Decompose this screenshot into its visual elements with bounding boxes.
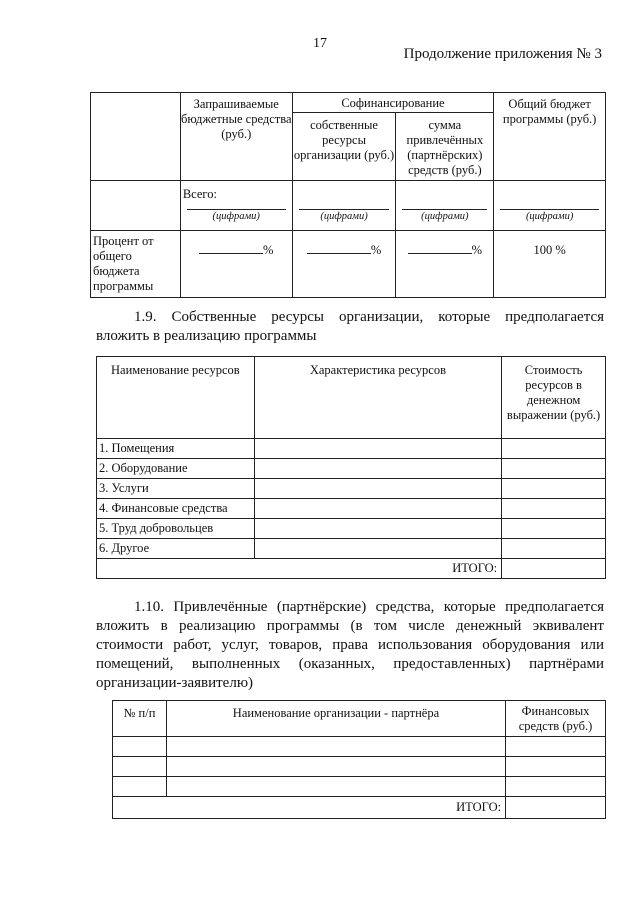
total-label: ИТОГО: [113, 797, 506, 819]
percent-label: Процент от общего бюджета программы [91, 231, 181, 298]
blank-line [199, 243, 263, 254]
own-resources-table [96, 356, 606, 579]
partner-name-cell[interactable] [166, 737, 505, 757]
total-cost-cell[interactable] [502, 559, 606, 579]
percent-requested-cell[interactable] [180, 231, 292, 298]
characteristic-cell[interactable] [254, 519, 501, 539]
number-cell[interactable] [113, 777, 167, 797]
characteristic-cell[interactable] [254, 479, 501, 499]
budget-table [90, 92, 606, 298]
section-1-9-text: 1.9. Собственные ресурсы организации, которые предполагается вложить в реализацию программы [96, 309, 604, 344]
total-budget-header: Общий бюджет программы (руб.) [494, 93, 606, 181]
partner-funds-header: сумма привлечённых (партнёрских) средств (руб.) [396, 113, 494, 181]
total-budget-cell[interactable] [494, 181, 606, 231]
partner-funds-table [112, 700, 606, 819]
total-funds-cell[interactable] [506, 797, 606, 819]
digits-hint: (цифрами) [299, 209, 390, 223]
continuation-header: Продолжение приложения № 3 [403, 46, 602, 62]
resource-row-label: 5. Труд добровольцев [97, 519, 255, 539]
number-cell[interactable] [113, 757, 167, 777]
cofinancing-header: Софинансирование [292, 93, 494, 113]
percent-sign: % [471, 243, 483, 257]
blank-line [307, 243, 371, 254]
total-label: Всего: [182, 187, 217, 201]
resource-row-label: 2. Оборудование [97, 459, 255, 479]
digits-hint: (цифрами) [402, 209, 487, 223]
characteristic-cell[interactable] [254, 439, 501, 459]
characteristic-cell[interactable] [254, 499, 501, 519]
digits-hint: (цифрами) [500, 209, 599, 223]
percent-sign: % [263, 243, 274, 257]
characteristic-cell[interactable] [254, 539, 501, 559]
cost-cell[interactable] [502, 479, 606, 499]
funds-cell[interactable] [506, 777, 606, 797]
requested-budget-header: Запрашиваемые бюджетные средства (руб.) [180, 93, 292, 181]
financial-funds-header: Финансовых средств (руб.) [506, 701, 606, 737]
cost-cell[interactable] [502, 499, 606, 519]
resource-row-label: 3. Услуги [97, 479, 255, 499]
section-1-10-text: 1.10. Привлечённые (партнёрские) средства, которые предполагается вложить в реализацию программы (в том числе денежный эквивалент стоимости работ, услуг, товаров, права использования оборудования или помещений, выполненных (оказанных, предоставленных) партнёрами организации-заявителю) [96, 599, 604, 691]
cost-cell[interactable] [502, 439, 606, 459]
resource-row-label: 4. Финансовые средства [97, 499, 255, 519]
total-row-label-cell [91, 181, 181, 231]
resource-name-header: Наименование ресурсов [97, 357, 255, 439]
number-cell[interactable] [113, 737, 167, 757]
characteristic-cell[interactable] [254, 459, 501, 479]
percent-sign: % [370, 243, 382, 257]
resource-characteristic-header: Характеристика ресурсов [254, 357, 501, 439]
partner-name-cell[interactable] [166, 757, 505, 777]
resource-row-label: 1. Помещения [97, 439, 255, 459]
total-label: ИТОГО: [97, 559, 502, 579]
percent-partner-cell[interactable] [396, 231, 494, 298]
cost-cell[interactable] [502, 539, 606, 559]
resource-row-label: 6. Другое [97, 539, 255, 559]
partner-name-cell[interactable] [166, 777, 505, 797]
section-1-9-paragraph [96, 308, 604, 346]
own-resources-header: собственные ресурсы организации (руб.) [292, 113, 396, 181]
cost-cell[interactable] [502, 519, 606, 539]
total-partner-cell[interactable] [396, 181, 494, 231]
page-number: 17 [313, 36, 327, 51]
funds-cell[interactable] [506, 757, 606, 777]
cost-cell[interactable] [502, 459, 606, 479]
section-1-10-paragraph [96, 598, 604, 693]
funds-cell[interactable] [506, 737, 606, 757]
empty-header-cell [91, 93, 181, 181]
partner-name-header: Наименование организации - партнёра [166, 701, 505, 737]
percent-own-cell[interactable] [292, 231, 396, 298]
percent-total-cell: 100 % [494, 231, 606, 298]
digits-hint: (цифрами) [187, 209, 286, 223]
blank-line [408, 243, 472, 254]
total-own-cell[interactable] [292, 181, 396, 231]
total-requested-cell[interactable] [180, 181, 292, 231]
number-header: № п/п [113, 701, 167, 737]
resource-cost-header: Стоимость ресурсов в денежном выражении (руб.) [502, 357, 606, 439]
